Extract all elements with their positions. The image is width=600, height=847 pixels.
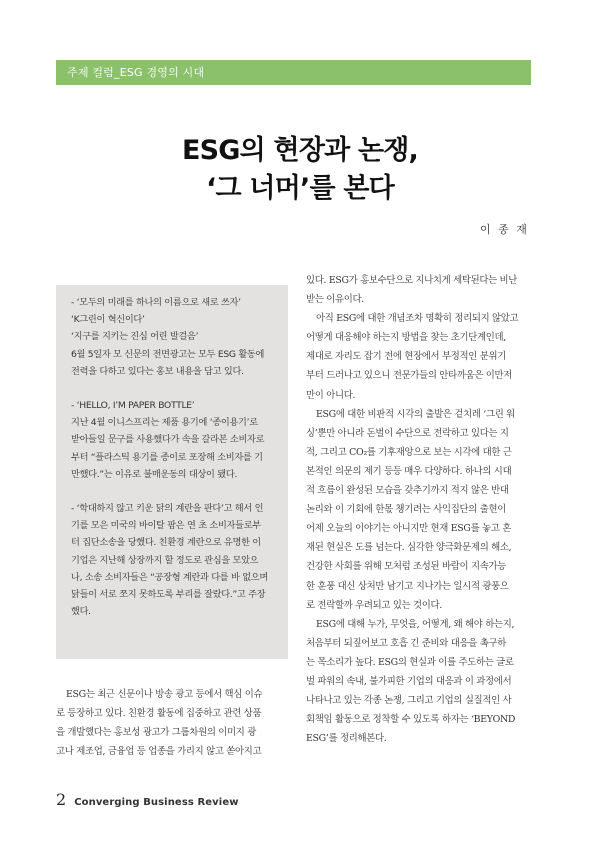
- journal-name: Converging Business Review: [74, 797, 239, 808]
- sidebar-line: 기를 모은 미국의 바이탈 팜은 연 초 소비자들로부: [71, 520, 261, 532]
- body-line: 고나 제조업, 금융업 등 업종을 가리지 않고 쏟아지고: [56, 746, 262, 758]
- article-title: [0, 132, 600, 208]
- sidebar-line: 6월 5일자 모 신문의 전면광고는 모두 ESG 활동에: [71, 348, 265, 360]
- body-line: 적, 그리고 CO₂를 기후재앙으로 보는 시각에 대한 근: [306, 446, 512, 458]
- body-line: 받는 이유이다.: [306, 294, 364, 306]
- body-column-left: [56, 685, 288, 761]
- body-line: 어제 오늘의 이야기는 아니지만 현재 ESG를 놓고 혼: [306, 523, 511, 535]
- body-line: 어떻게 대응해야 하는지 방법을 찾는 초기단계인데,: [306, 332, 506, 344]
- sidebar-block-2: [71, 397, 278, 483]
- body-line: 을 개발했다는 홍보성 광고가 그룹차원의 이미지 광: [56, 727, 256, 739]
- sidebar-line: ‘K그린이 혁신이다’: [71, 314, 145, 326]
- sidebar-line: - ‘HELLO, I’M PAPER BOTTLE’: [71, 400, 195, 412]
- article-title-line-2: ‘그 너머’를 본다: [206, 173, 394, 204]
- body-line: ESG’를 정리해본다.: [306, 733, 387, 745]
- article-title-line-1: ESG의 현장과 논쟁,: [182, 135, 418, 166]
- body-line: 는 목소리가 높다. ESG의 현실과 이를 주도하는 글로: [306, 656, 514, 668]
- body-line: ESG에 대해 누가, 무엇을, 어떻게, 왜 해야 하는지,: [316, 618, 515, 630]
- section-header-bar: [56, 60, 531, 85]
- body-line: 재된 현실은 도를 넘는다. 심각한 양극화문제의 해소,: [306, 542, 512, 554]
- sidebar-line: 받아들일 문구를 사용했다가 속을 갈라본 소비자로: [71, 434, 265, 446]
- sidebar-line: 했다.: [71, 606, 91, 618]
- page-number: 2: [56, 790, 67, 809]
- quote-sidebar-box: [56, 285, 288, 659]
- body-line: 처음부터 되짚어보고 호흡 긴 준비와 대응을 촉구하: [306, 637, 506, 649]
- body-line: 한 훈풍 대신 상처만 남기고 지나가는 일시적 광풍으: [306, 580, 509, 592]
- sidebar-line: - ‘모두의 미래를 하나의 이름으로 새로 쓰자’: [71, 297, 241, 308]
- body-line: 아직 ESG에 대한 개념조차 명확히 정리되지 않았고: [316, 313, 519, 325]
- sidebar-line: 터 집단소송을 당했다. 친환경 계란으로 유명한 이: [71, 537, 261, 549]
- sidebar-block-3: [71, 500, 278, 620]
- body-line: 있다. ESG가 홍보수단으로 지나치게 세탁된다는 비난: [306, 275, 518, 286]
- body-line: 벌 파워의 속내, 불가피한 기업의 대응과 이 과정에서: [306, 675, 512, 687]
- sidebar-line: - ‘학대하지 않고 키운 닭의 계란을 판다’고 해서 인: [71, 503, 264, 515]
- body-line: ESG는 최근 신문이나 방송 광고 등에서 핵심 이슈: [66, 689, 263, 700]
- body-line: 부터 드러나고 있으니 전문가들의 안타까움은 이만저: [306, 370, 513, 382]
- sidebar-line: ‘지구를 지키는 진심 어린 발걸음’: [71, 331, 199, 343]
- body-line: 만이 아니다.: [306, 389, 356, 401]
- body-line: 건강한 사회를 위해 모처럼 조성된 바람이 지속가능: [306, 561, 506, 573]
- body-line: 로 등장하고 있다. 친환경 활동에 집중하고 관련 상품: [56, 708, 262, 720]
- sidebar-block-1: [71, 294, 278, 380]
- sidebar-line: 닭들이 서로 쪼지 못하도록 부리를 잘랐다.”고 주장: [71, 589, 266, 601]
- body-line: 싱’뿐만 아니라 돈벌이 수단으로 전락하고 있다는 지: [306, 427, 509, 439]
- body-line: 로 전락할까 우려되고 있는 것이다.: [306, 599, 442, 611]
- body-column-right: [306, 271, 534, 748]
- author-name: 이 종 재: [480, 223, 529, 236]
- sidebar-line: 만했다.”는 이유로 불매운동의 대상이 됐다.: [71, 468, 237, 480]
- sidebar-line: 기업은 지난해 상장까지 할 정도로 관심을 모았으: [71, 554, 259, 566]
- body-line: 논리와 이 기회에 한몫 챙기려는 사익집단의 출현이: [306, 504, 506, 516]
- body-line: 제대로 자리도 잡기 전에 현장에서 부정적인 분위기: [306, 351, 506, 363]
- body-line: ESG에 대한 비판적 시각의 출발은 겉치레 ‘그린 워: [316, 408, 515, 420]
- sidebar-line: 나, 소송 소비자들은 “공장형 계란과 다를 바 없으며: [71, 571, 268, 583]
- body-line: 본적인 의문의 제기 등등 매우 다양하다. 하나의 시대: [306, 465, 512, 477]
- page-footer: [56, 790, 239, 812]
- sidebar-line: 부터 “플라스틱 용기를 종이로 포장해 소비자를 기: [71, 451, 263, 463]
- section-header-label: 주제 컬럼_ESG 경영의 시대: [67, 66, 205, 79]
- sidebar-line: 전력을 다하고 있다는 홍보 내용을 담고 있다.: [71, 365, 244, 377]
- body-line: 적 흐름이 완성된 모습을 갖추기까지 적지 않은 반대: [306, 485, 509, 497]
- sidebar-line: 지난 4월 이니스프리는 제품 용기에 ‘종이용기’로: [71, 417, 258, 429]
- body-line: 회책임 활동으로 정착할 수 있도록 하자는 ‘BEYOND: [306, 714, 516, 726]
- body-line: 나타나고 있는 각종 논쟁, 그리고 기업의 실질적인 사: [306, 695, 512, 707]
